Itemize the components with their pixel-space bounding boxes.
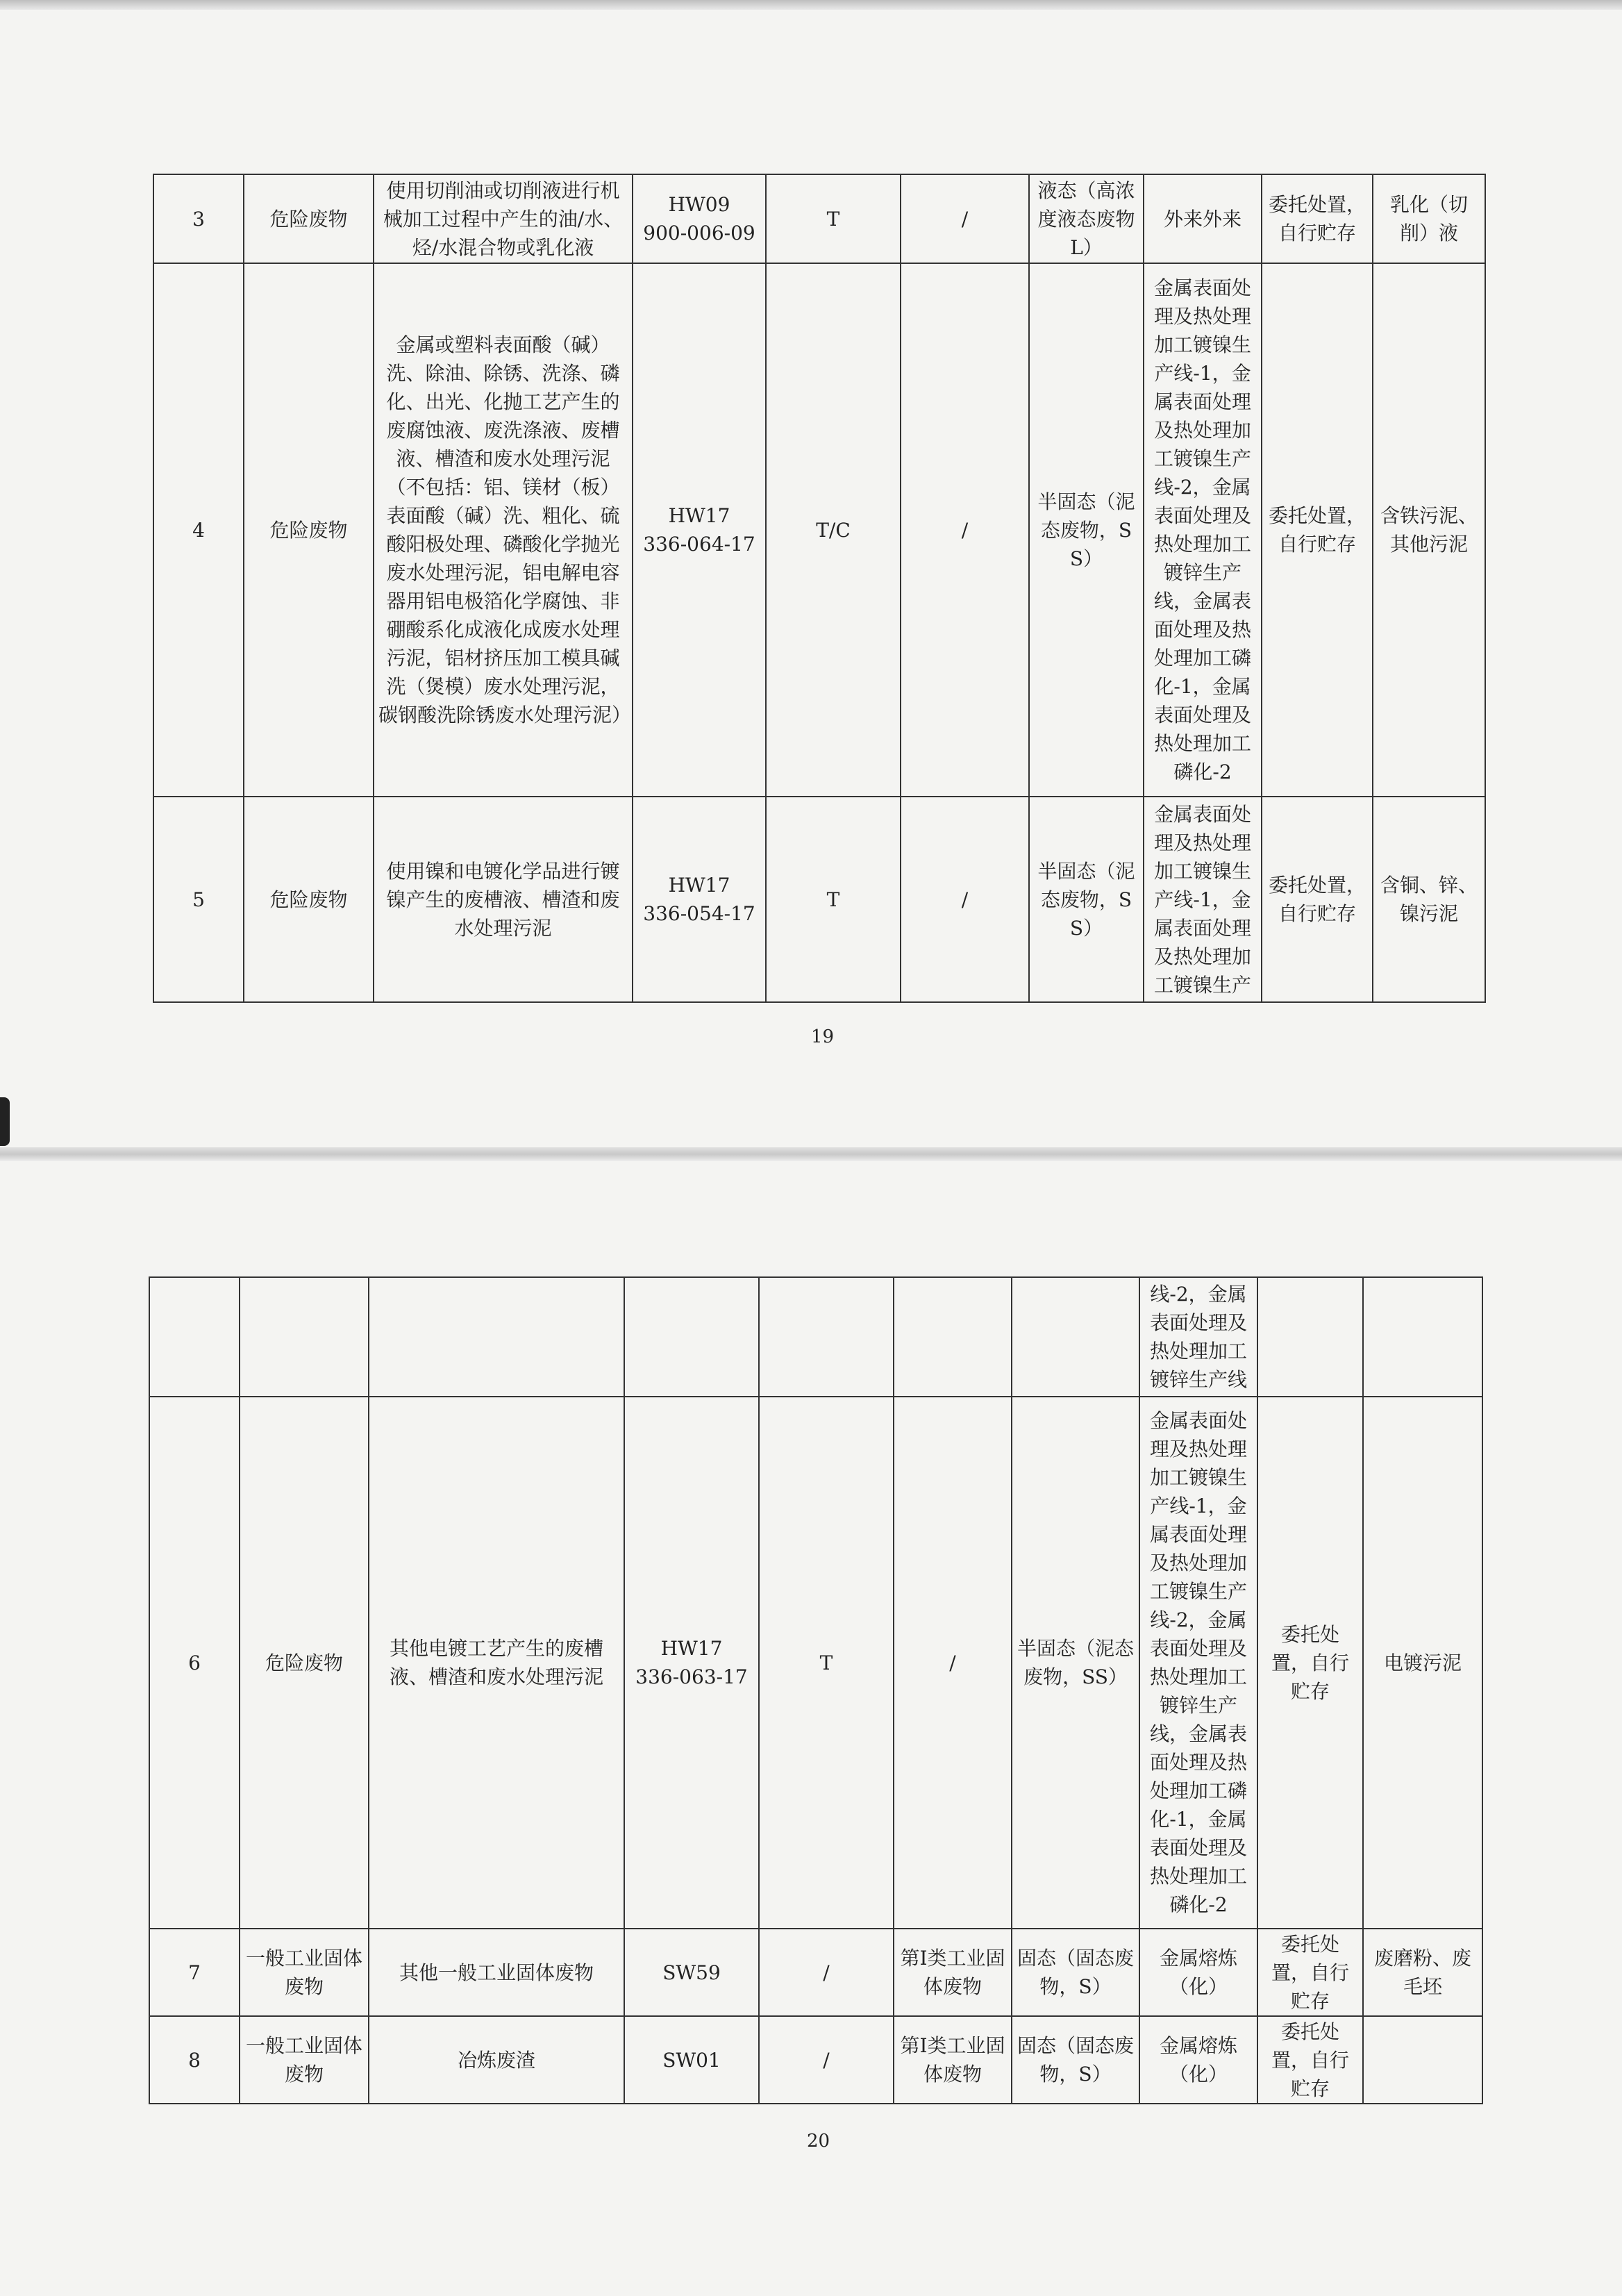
- table-row: [149, 1277, 1482, 1397]
- hazard-property: /: [759, 1929, 894, 2016]
- waste-source: 金属表面处理及热处理加工镀镍生产线-1，金属表面处理及热处理加工镀镍生产线-2，金属表面处理及热处理加工镀锌生产线，金属表面处理及热处理加工磷化-1，金属表面处理及热处理加工磷化-2: [1144, 263, 1262, 797]
- waste-category: [240, 1277, 369, 1397]
- waste-code: [633, 263, 766, 797]
- waste-description: 冶炼废渣: [369, 2016, 624, 2104]
- hazard-property: T/C: [766, 263, 901, 797]
- waste-code: [633, 174, 766, 263]
- physical-form: 半固态（泥态废物，SS）: [1029, 797, 1144, 1002]
- main-component: 废磨粉、废毛坯: [1363, 1929, 1482, 2016]
- table-row: [153, 797, 1485, 1002]
- waste-class: /: [901, 263, 1029, 797]
- row-number: 5: [153, 797, 244, 1002]
- disposal-method: 委托处置，自行贮存: [1262, 263, 1373, 797]
- waste-code-category: SW59: [662, 1961, 721, 1984]
- table-row: [149, 1397, 1482, 1929]
- waste-source: 金属熔炼（化）: [1139, 2016, 1257, 2104]
- waste-category: 危险废物: [240, 1397, 369, 1929]
- waste-code-category: HW17: [668, 874, 730, 897]
- disposal-method: 委托处置，自行贮存: [1262, 174, 1373, 263]
- waste-source: 金属表面处理及热处理加工镀镍生产线-1，金属表面处理及热处理加工镀镍生产: [1144, 797, 1262, 1002]
- row-number: [149, 1277, 240, 1397]
- disposal-method: 委托处置，自行贮存: [1257, 1929, 1363, 2016]
- waste-source: 外来外来: [1144, 174, 1262, 263]
- main-component: [1363, 2016, 1482, 2104]
- physical-form: [1012, 1277, 1139, 1397]
- waste-source: 金属熔炼（化）: [1139, 1929, 1257, 2016]
- waste-category: 一般工业固体废物: [240, 1929, 369, 2016]
- waste-code: [624, 2016, 759, 2104]
- waste-description: 使用切削油或切削液进行机械加工过程中产生的油/水、烃/水混合物或乳化液: [374, 174, 633, 263]
- main-component: [1363, 1277, 1482, 1397]
- waste-code-category: SW01: [662, 2048, 721, 2072]
- physical-form: 液态（高浓度液态废物L）: [1029, 174, 1144, 263]
- waste-class: 第Ⅰ类工业固体废物: [894, 2016, 1012, 2104]
- waste-description: [369, 1277, 624, 1397]
- waste-table-page-20: [149, 1276, 1483, 2104]
- waste-code-number: 336-054-17: [643, 902, 755, 925]
- waste-category: 一般工业固体废物: [240, 2016, 369, 2104]
- waste-code: [624, 1929, 759, 2016]
- waste-class: /: [901, 174, 1029, 263]
- disposal-method: 委托处置，自行贮存: [1257, 2016, 1363, 2104]
- disposal-method: 委托处置，自行贮存: [1262, 797, 1373, 1002]
- row-number: 3: [153, 174, 244, 263]
- waste-code-category: HW17: [660, 1637, 723, 1660]
- waste-category: 危险废物: [244, 174, 374, 263]
- main-component: 乳化（切削）液: [1373, 174, 1485, 263]
- main-component: 电镀污泥: [1363, 1397, 1482, 1929]
- waste-class: /: [901, 797, 1029, 1002]
- table-row: [153, 174, 1485, 263]
- page-number: 20: [807, 2131, 830, 2152]
- waste-class: [894, 1277, 1012, 1397]
- waste-code-category: HW17: [668, 504, 730, 527]
- disposal-method: 委托处置，自行贮存: [1257, 1397, 1363, 1929]
- waste-description: 金属或塑料表面酸（碱）洗、除油、除锈、洗涤、磷化、出光、化抛工艺产生的废腐蚀液、废洗涤液、废槽液、槽渣和废水处理污泥（不包括：铝、镁材（板）表面酸（碱）洗、粗化、硫酸阳极处理、磷酸化学抛光废水处理污泥，铝电解电容器用铝电极箔化学腐蚀、非硼酸系化成液化成废水处理污泥，铝材挤压加工模具碱洗（煲模）废水处理污泥，碳钢酸洗除锈废水处理污泥）: [374, 263, 633, 797]
- physical-form: 半固态（泥态废物，SS）: [1012, 1397, 1139, 1929]
- waste-description: 其他电镀工艺产生的废槽液、槽渣和废水处理污泥: [369, 1397, 624, 1929]
- row-number: 8: [149, 2016, 240, 2104]
- main-component: 含铁污泥、其他污泥: [1373, 263, 1485, 797]
- waste-code-number: 336-064-17: [643, 533, 755, 556]
- page-divider: [0, 1147, 1622, 1161]
- physical-form: 固态（固态废物，S）: [1012, 2016, 1139, 2104]
- waste-source: 金属表面处理及热处理加工镀镍生产线-1，金属表面处理及热处理加工镀镍生产线-2，金属表面处理及热处理加工镀锌生产线，金属表面处理及热处理加工磷化-1，金属表面处理及热处理加工磷化-2: [1139, 1397, 1257, 1929]
- waste-code: [633, 797, 766, 1002]
- physical-form: 固态（固态废物，S）: [1012, 1929, 1139, 2016]
- row-number: 6: [149, 1397, 240, 1929]
- waste-category: 危险废物: [244, 797, 374, 1002]
- waste-code-number: 900-006-09: [643, 222, 755, 244]
- table-row: [149, 2016, 1482, 2104]
- waste-code-category: HW09: [668, 193, 730, 216]
- waste-category: 危险废物: [244, 263, 374, 797]
- waste-class: /: [894, 1397, 1012, 1929]
- hazard-property: /: [759, 2016, 894, 2104]
- waste-table-page-19: [153, 174, 1486, 1003]
- waste-code: [624, 1397, 759, 1929]
- waste-code-number: 336-063-17: [635, 1665, 748, 1688]
- hazard-property: T: [766, 174, 901, 263]
- waste-description: 使用镍和电镀化学品进行镀镍产生的废槽液、槽渣和废水处理污泥: [374, 797, 633, 1002]
- hazard-property: [759, 1277, 894, 1397]
- physical-form: 半固态（泥态废物，SS）: [1029, 263, 1144, 797]
- disposal-method: [1257, 1277, 1363, 1397]
- table-row: [149, 1929, 1482, 2016]
- main-component: 含铜、锌、镍污泥: [1373, 797, 1485, 1002]
- waste-code: [624, 1277, 759, 1397]
- page-number: 19: [811, 1026, 835, 1047]
- waste-class: 第Ⅰ类工业固体废物: [894, 1929, 1012, 2016]
- hazard-property: T: [759, 1397, 894, 1929]
- table-row: [153, 263, 1485, 797]
- row-number: 4: [153, 263, 244, 797]
- hazard-property: T: [766, 797, 901, 1002]
- row-number: 7: [149, 1929, 240, 2016]
- waste-description: 其他一般工业固体废物: [369, 1929, 624, 2016]
- document-page-19: [0, 0, 1622, 1147]
- waste-source: 线-2，金属表面处理及热处理加工镀锌生产线: [1139, 1277, 1257, 1397]
